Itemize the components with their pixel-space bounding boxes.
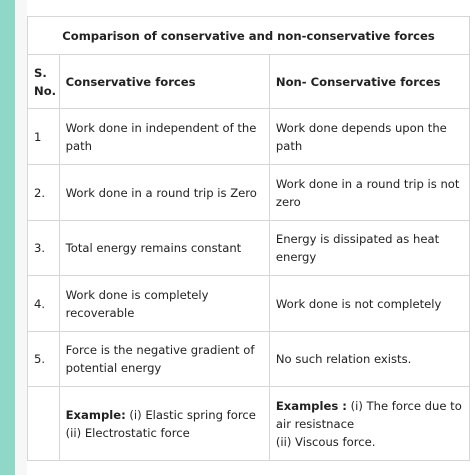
row-conservative: Total energy remains constant: [59, 221, 269, 276]
table-row: [28, 165, 470, 221]
table-row: [28, 109, 470, 165]
header-sno: S. No.: [28, 55, 60, 109]
table-header-row: [28, 55, 470, 109]
row-sno: 1: [28, 109, 60, 165]
header-conservative: Conservative forces: [59, 55, 269, 109]
row-conservative: Work done in a round trip is Zero: [59, 165, 269, 221]
examples-non-conservative-label: Examples :: [275, 398, 347, 413]
row-conservative: Work done in independent of the path: [59, 109, 269, 165]
row-sno: 2.: [28, 165, 60, 221]
row-sno: 4.: [28, 276, 60, 332]
table-title: Comparison of conservative and non-conservative forces: [28, 17, 470, 55]
examples-conservative-text: (i) Elastic spring force: [125, 407, 256, 422]
table-row: [28, 221, 470, 276]
row-sno-empty: [28, 387, 60, 461]
row-non-conservative: Work done is not completely: [269, 276, 469, 332]
header-non-conservative: Non- Conservative forces: [269, 55, 469, 109]
left-margin: [15, 0, 27, 475]
row-sno: 3.: [28, 221, 60, 276]
examples-row: [28, 387, 470, 461]
examples-conservative-label: Example:: [65, 407, 126, 422]
table-row: [28, 332, 470, 387]
row-non-conservative: Work done depends upon the path: [269, 109, 469, 165]
examples-non-conservative-text2: (ii) Viscous force.: [275, 434, 376, 449]
examples-conservative: [59, 387, 269, 461]
row-sno: 5.: [28, 332, 60, 387]
examples-non-conservative: [269, 387, 469, 461]
row-non-conservative: Energy is dissipated as heat energy: [269, 221, 469, 276]
comparison-table: [27, 16, 470, 461]
row-conservative: Work done is completely recoverable: [59, 276, 269, 332]
table-row: [28, 276, 470, 332]
left-accent-strip: [0, 0, 15, 475]
row-conservative: Force is the negative gradient of potential energy: [59, 332, 269, 387]
examples-non-conservative-text: (i) The force due to air resistnace: [275, 398, 462, 431]
row-non-conservative: Work done in a round trip is not zero: [269, 165, 469, 221]
table-title-row: [28, 17, 470, 55]
examples-conservative-text2: (ii) Electrostatic force: [65, 425, 190, 440]
row-non-conservative: No such relation exists.: [269, 332, 469, 387]
